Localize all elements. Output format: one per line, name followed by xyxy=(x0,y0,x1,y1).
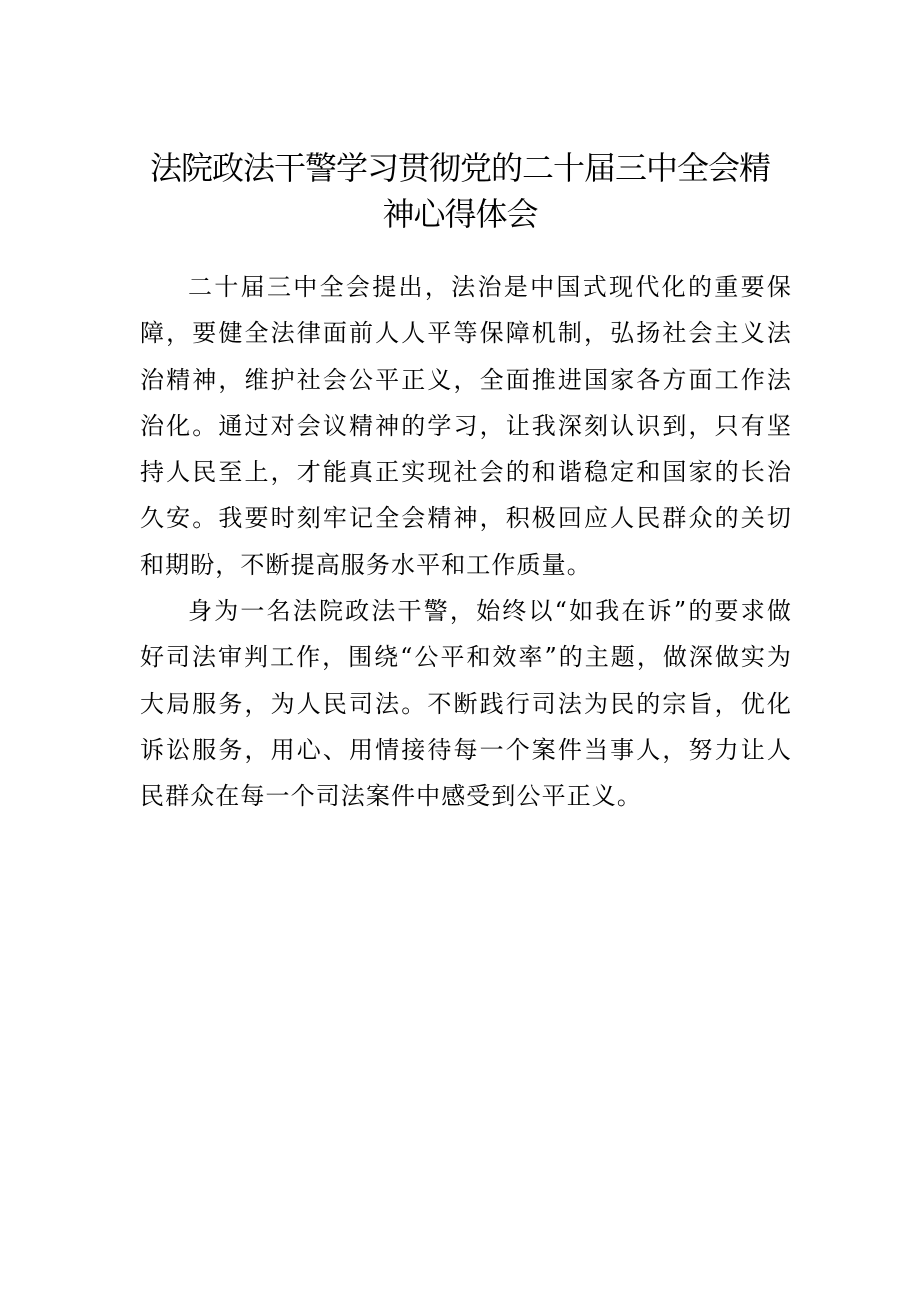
body-paragraph-2: 身为一名法院政法干警，始终以“如我在诉”的要求做好司法审判工作，围绕“公平和效率”的主题，做深做实为大局服务，为人民司法。不断践行司法为民的宗旨，优化诉讼服务，用心、用情接待每一个案件当事人，努力让人民群众在每一个司法案件中感受到公平正义。 xyxy=(140,597,792,811)
document-title: 法院政法干警学习贯彻党的二十届三中全会精神心得体会 xyxy=(149,149,770,233)
document-body xyxy=(140,264,792,820)
body-paragraph-1: 二十届三中全会提出，法治是中国式现代化的重要保障，要健全法律面前人人平等保障机制，弘扬社会主义法治精神，维护社会公平正义，全面推进国家各方面工作法治化。通过对会议精神的学习，让我深刻认识到，只有坚持人民至上，才能真正实现社会的和谐稳定和国家的长治久安。我要时刻牢记全会精神，积极回应人民群众的关切和期盼，不断提高服务水平和工作质量。 xyxy=(140,273,792,579)
